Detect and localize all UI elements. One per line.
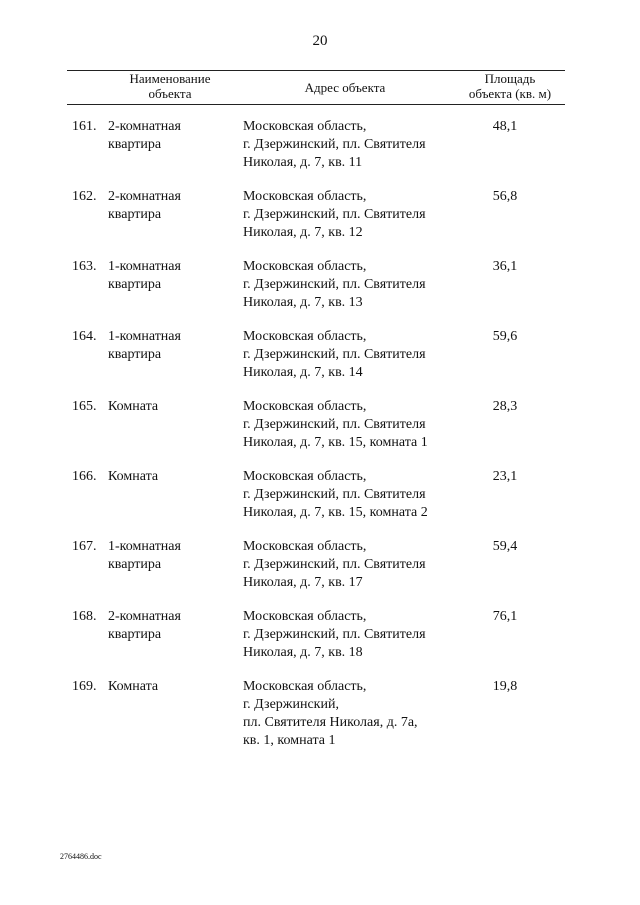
row-number: 168. (72, 609, 97, 624)
object-area: 23,1 (492, 469, 518, 484)
object-name-line: 2-комнатная (108, 609, 181, 624)
row-number: 167. (72, 539, 97, 554)
row-number: 161. (72, 119, 97, 134)
column-header-name-line: Наименование (129, 71, 211, 86)
object-address-line: Московская область, (243, 259, 367, 274)
object-area: 76,1 (492, 609, 518, 624)
object-address-line: Московская область, (243, 399, 367, 414)
object-address (243, 468, 453, 522)
column-header-address: Адрес объекта (304, 80, 386, 95)
object-address-line: г. Дзержинский, пл. Святителя (243, 487, 426, 502)
object-name (108, 258, 233, 294)
object-name (108, 398, 233, 416)
object-name-line: 1-комнатная (108, 259, 181, 274)
row-number: 169. (72, 679, 97, 694)
document-filename: 2764486.doc (60, 852, 102, 861)
object-address (243, 678, 453, 750)
object-name (108, 538, 233, 574)
object-area: 19,8 (492, 679, 518, 694)
object-address-line: г. Дзержинский, пл. Святителя (243, 347, 426, 362)
row-number: 162. (72, 189, 97, 204)
column-header-area-line: Площадь (484, 71, 536, 86)
object-name-line: квартира (108, 627, 162, 642)
object-address-line: Николая, д. 7, кв. 13 (243, 295, 363, 310)
object-address-line: Николая, д. 7, кв. 15, комната 2 (243, 505, 428, 520)
column-header-name-line: объекта (148, 86, 192, 101)
object-name-line: квартира (108, 207, 162, 222)
object-area: 36,1 (492, 259, 518, 274)
object-area: 56,8 (492, 189, 518, 204)
object-address-line: г. Дзержинский, пл. Святителя (243, 137, 426, 152)
object-address (243, 608, 453, 662)
object-address-line: Московская область, (243, 119, 367, 134)
object-address-line: Московская область, (243, 189, 367, 204)
row-number: 163. (72, 259, 97, 274)
object-name-line: квартира (108, 137, 162, 152)
object-address (243, 328, 453, 382)
object-name-line: квартира (108, 277, 162, 292)
object-address (243, 188, 453, 242)
table-header-bottom-rule (67, 104, 565, 105)
object-address-line: кв. 1, комната 1 (243, 733, 336, 748)
object-name-line: 1-комнатная (108, 329, 181, 344)
object-name-line: Комната (108, 469, 159, 484)
object-address-line: Московская область, (243, 329, 367, 344)
object-address-line: Николая, д. 7, кв. 11 (243, 155, 363, 170)
column-header-name (110, 71, 230, 101)
object-name-line: 1-комнатная (108, 539, 181, 554)
object-address-line: Николая, д. 7, кв. 15, комната 1 (243, 435, 428, 450)
object-name-line: Комната (108, 679, 159, 694)
object-address-line: Николая, д. 7, кв. 12 (243, 225, 363, 240)
object-name-line: квартира (108, 347, 162, 362)
object-name (108, 328, 233, 364)
object-name-line: квартира (108, 557, 162, 572)
object-name (108, 608, 233, 644)
object-address-line: Московская область, (243, 609, 367, 624)
column-header-area-line: объекта (кв. м) (468, 86, 552, 101)
object-address (243, 538, 453, 592)
object-name (108, 118, 233, 154)
object-address-line: Московская область, (243, 539, 367, 554)
object-name-line: 2-комнатная (108, 119, 181, 134)
row-number: 166. (72, 469, 97, 484)
row-number: 164. (72, 329, 97, 344)
object-address (243, 258, 453, 312)
object-name-line: 2-комнатная (108, 189, 181, 204)
object-address-line: г. Дзержинский, пл. Святителя (243, 627, 426, 642)
object-area: 48,1 (492, 119, 518, 134)
object-name (108, 678, 233, 696)
object-area: 28,3 (492, 399, 518, 414)
page-number: 20 (312, 33, 328, 49)
object-address-line: г. Дзержинский, пл. Святителя (243, 417, 426, 432)
object-name (108, 188, 233, 224)
object-address (243, 398, 453, 452)
object-address-line: пл. Святителя Николая, д. 7а, (243, 715, 418, 730)
object-address-line: Николая, д. 7, кв. 14 (243, 365, 363, 380)
object-address-line: г. Дзержинский, (243, 697, 339, 712)
object-address (243, 118, 453, 172)
object-address-line: Московская область, (243, 469, 367, 484)
object-name (108, 468, 233, 486)
object-address-line: Николая, д. 7, кв. 17 (243, 575, 363, 590)
row-number: 165. (72, 399, 97, 414)
object-address-line: г. Дзержинский, пл. Святителя (243, 557, 426, 572)
object-address-line: Николая, д. 7, кв. 18 (243, 645, 363, 660)
object-area: 59,4 (492, 539, 518, 554)
object-name-line: Комната (108, 399, 159, 414)
object-address-line: г. Дзержинский, пл. Святителя (243, 277, 426, 292)
column-header-area (455, 71, 565, 101)
object-area: 59,6 (492, 329, 518, 344)
object-address-line: г. Дзержинский, пл. Святителя (243, 207, 426, 222)
object-address-line: Московская область, (243, 679, 367, 694)
